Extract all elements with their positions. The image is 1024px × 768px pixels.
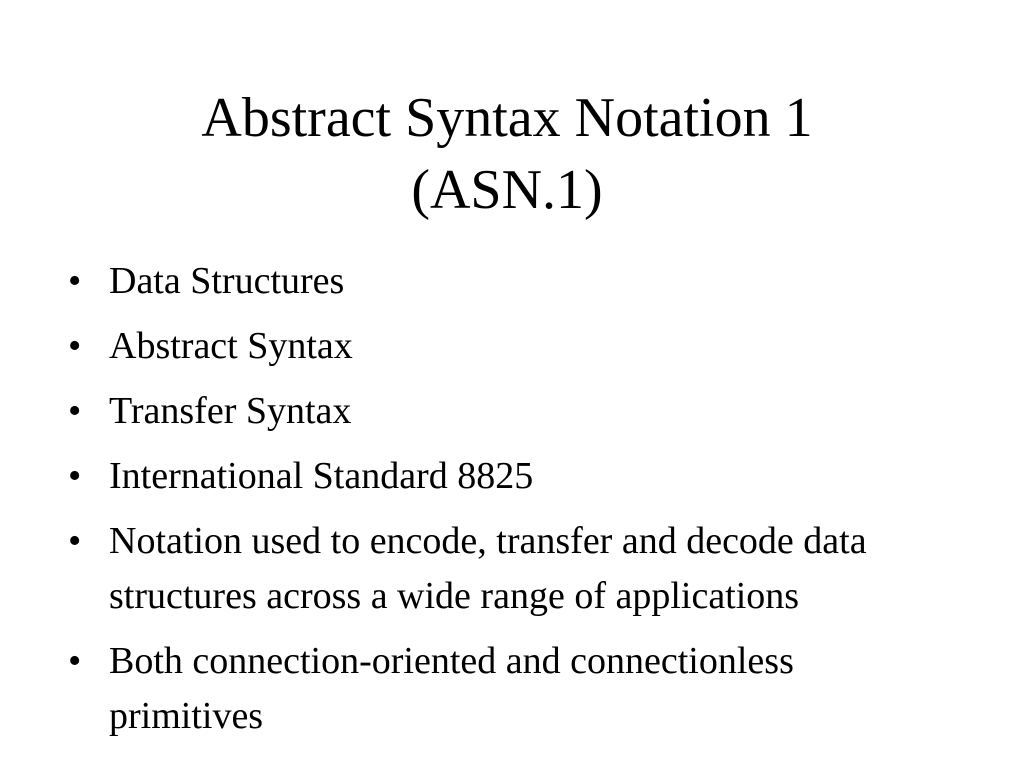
slide-title (0, 82, 1014, 226)
title-line-2: (ASN.1) (411, 159, 603, 221)
bullet-icon: • (68, 260, 82, 302)
bullet-icon: • (68, 520, 82, 562)
bullet-item (68, 449, 908, 504)
bullet-text: Data Structures (109, 260, 345, 302)
bullet-list (68, 254, 908, 754)
bullet-text: Transfer Syntax (109, 390, 352, 432)
bullet-text: International Standard 8825 (109, 455, 534, 497)
bullet-item (68, 254, 908, 309)
bullet-item (68, 514, 908, 624)
bullet-item (68, 384, 908, 439)
bullet-icon: • (68, 640, 82, 682)
bullet-icon: • (68, 455, 82, 497)
bullet-text: Abstract Syntax (109, 325, 353, 367)
bullet-icon: • (68, 390, 82, 432)
bullet-item (68, 319, 908, 374)
bullet-text: Notation used to encode, transfer and decode data structures across a wide range of applications (109, 520, 867, 617)
bullet-text: Both connection-oriented and connectionless primitives (109, 640, 794, 737)
bullet-item (68, 634, 908, 744)
title-line-1: Abstract Syntax Notation 1 (201, 87, 813, 149)
bullet-icon: • (68, 325, 82, 367)
